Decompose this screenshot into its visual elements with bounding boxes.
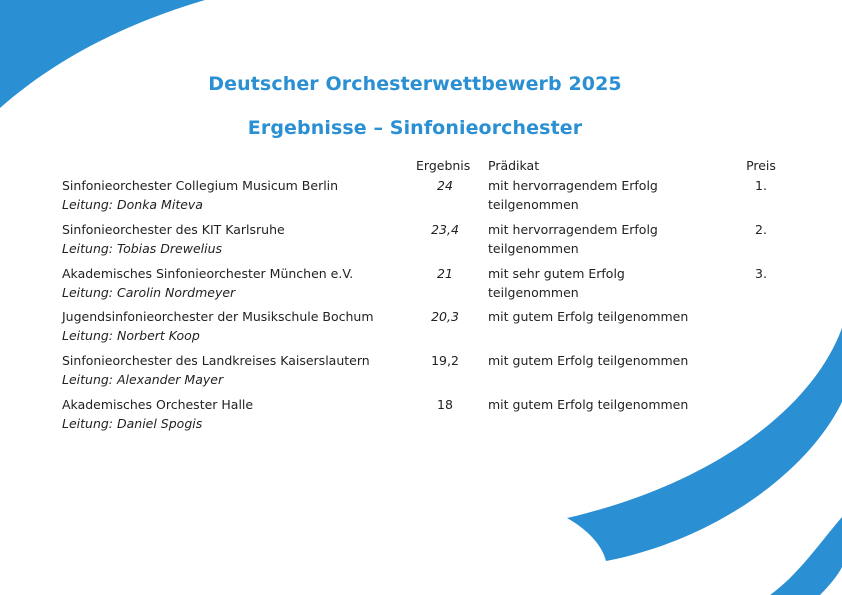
result-row	[0, 351, 842, 391]
result-row	[0, 220, 842, 260]
predicate-text-continued: teilgenommen	[488, 285, 579, 300]
prize-rank: 3.	[755, 266, 767, 281]
orchestra-name: Akademisches Orchester Halle	[62, 397, 254, 412]
prize-rank: 1.	[755, 178, 767, 193]
orchestra-name: Jugendsinfonieorchester der Musikschule Bochum	[62, 309, 374, 324]
column-header-result: Ergebnis	[416, 158, 471, 173]
result-score: 24	[437, 178, 453, 193]
column-header-prize: Preis	[746, 158, 776, 173]
predicate-text: mit gutem Erfolg teilgenommen	[488, 353, 689, 368]
predicate-text: mit gutem Erfolg teilgenommen	[488, 309, 689, 324]
result-row	[0, 264, 842, 304]
orchestra-leader: Leitung: Norbert Koop	[62, 328, 200, 343]
page-title: Deutscher Orchesterwettbewerb 2025	[208, 73, 622, 95]
result-row	[0, 395, 842, 435]
orchestra-name: Akademisches Sinfonieorchester München e.V.	[62, 266, 354, 281]
predicate-text: mit gutem Erfolg teilgenommen	[488, 397, 689, 412]
orchestra-leader: Leitung: Tobias Drewelius	[62, 241, 223, 256]
predicate-text: mit hervorragendem Erfolg	[488, 178, 658, 193]
predicate-text: mit hervorragendem Erfolg	[488, 222, 658, 237]
orchestra-name: Sinfonieorchester des KIT Karlsruhe	[62, 222, 285, 237]
result-score: 18	[437, 397, 453, 412]
result-score: 21	[437, 266, 453, 281]
orchestra-name: Sinfonieorchester Collegium Musicum Berlin	[62, 178, 339, 193]
result-score: 19,2	[431, 353, 459, 368]
predicate-text-continued: teilgenommen	[488, 197, 579, 212]
orchestra-leader: Leitung: Donka Miteva	[62, 197, 203, 212]
orchestra-leader: Leitung: Carolin Nordmeyer	[62, 285, 236, 300]
prize-rank: 2.	[755, 222, 767, 237]
column-header-predicate: Prädikat	[488, 158, 540, 173]
orchestra-leader: Leitung: Alexander Mayer	[62, 372, 224, 387]
result-row	[0, 176, 842, 216]
bottom-right-swoosh-outer	[770, 517, 842, 595]
orchestra-leader: Leitung: Daniel Spogis	[62, 416, 203, 431]
page-subtitle: Ergebnisse – Sinfonieorchester	[247, 117, 583, 139]
result-score: 23,4	[431, 222, 459, 237]
predicate-text: mit sehr gutem Erfolg	[488, 266, 625, 281]
orchestra-name: Sinfonieorchester des Landkreises Kaiserslautern	[62, 353, 370, 368]
result-score: 20,3	[431, 309, 459, 324]
predicate-text-continued: teilgenommen	[488, 241, 579, 256]
result-row	[0, 307, 842, 347]
